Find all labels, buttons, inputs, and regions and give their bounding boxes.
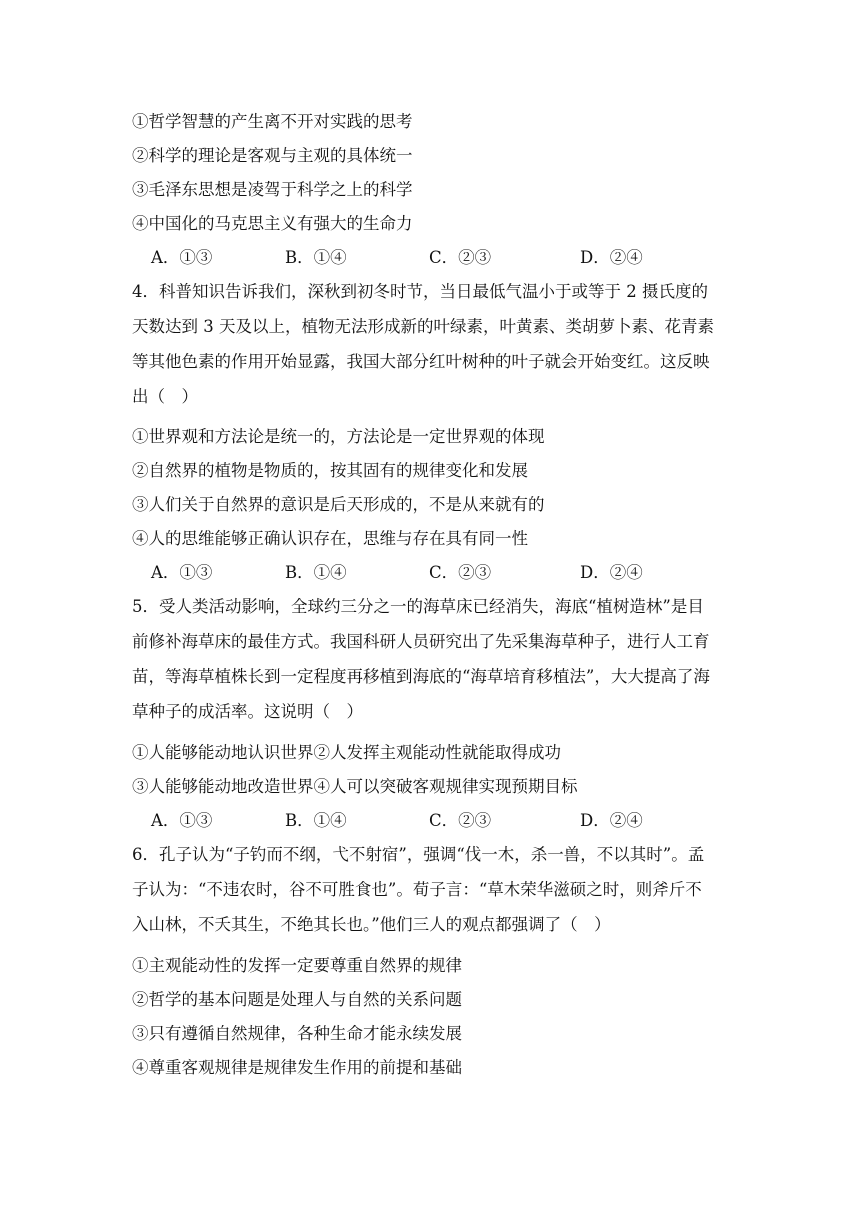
q5-option-d[interactable]: D．②④ [580, 811, 643, 830]
q6-stem-line-3: 入山林，不夭其生，不绝其长也。”他们三人的观点都强调了（ ） [132, 915, 611, 934]
q6-statement-1: ①主观能动性的发挥一定要尊重自然界的规律 [132, 956, 462, 975]
q5-option-c[interactable]: C．②③ [429, 811, 492, 830]
q3-statement-3: ③毛泽东思想是凌驾于科学之上的科学 [132, 180, 413, 199]
q3-statement-4: ④中国化的马克思主义有强大的生命力 [132, 214, 413, 233]
q5-option-a[interactable]: A．①③ [151, 811, 213, 830]
q6-statement-2: ②哲学的基本问题是处理人与自然的关系问题 [132, 990, 462, 1009]
q5-stem-line-2: 前修补海草床的最佳方式。我国科研人员研究出了先采集海草种子，进行人工育 [132, 632, 710, 651]
q4-statement-3: ③人们关于自然界的意识是后天形成的，不是从来就有的 [132, 495, 545, 514]
q4-option-b[interactable]: B．①④ [285, 563, 347, 582]
q5-option-b[interactable]: B．①④ [285, 811, 347, 830]
q4-stem-line-3: 等其他色素的作用开始显露，我国大部分红叶树种的叶子就会开始变红。这反映 [132, 352, 710, 371]
q4-option-c[interactable]: C．②③ [429, 563, 492, 582]
q5-stem-line-3: 苗，等海草植株长到一定程度再移植到海底的“海草培育移植法”，大大提高了海 [132, 667, 710, 686]
q6-stem-line-1: 6．孔子认为“子钓而不纲，弋不射宿”，强调“伐一木，杀一兽，不以其时”。孟 [132, 845, 705, 864]
q6-statement-4: ④尊重客观规律是规律发生作用的前提和基础 [132, 1058, 462, 1077]
q5-stem-line-1: 5．受人类活动影响，全球约三分之一的海草床已经消失，海底“植树造林”是目 [132, 597, 704, 616]
q4-statement-1: ①世界观和方法论是统一的，方法论是一定世界观的体现 [132, 427, 545, 446]
q4-option-d[interactable]: D．②④ [580, 563, 643, 582]
q5-statement-2: ③人能够能动地改造世界④人可以突破客观规律实现预期目标 [132, 777, 578, 796]
q3-option-a[interactable]: A．①③ [151, 248, 213, 267]
q4-stem-line-4: 出（ ） [132, 387, 198, 406]
q4-stem-line-2: 天数达到 3 天及以上，植物无法形成新的叶绿素，叶黄素、类胡萝卜素、花青素 [132, 317, 714, 336]
q4-statement-2: ②自然界的植物是物质的，按其固有的规律变化和发展 [132, 461, 528, 480]
q5-stem-line-4: 草种子的成活率。这说明（ ） [132, 702, 363, 721]
q3-option-c[interactable]: C．②③ [429, 248, 492, 267]
q5-statement-1: ①人能够能动地认识世界②人发挥主观能动性就能取得成功 [132, 743, 561, 762]
q3-option-d[interactable]: D．②④ [580, 248, 643, 267]
q3-statement-2: ②科学的理论是客观与主观的具体统一 [132, 146, 413, 165]
q4-stem-line-1: 4．科普知识告诉我们，深秋到初冬时节，当日最低气温小于或等于 2 摄氏度的 [132, 282, 708, 301]
q6-statement-3: ③只有遵循自然规律，各种生命才能永续发展 [132, 1024, 462, 1043]
q3-option-b[interactable]: B．①④ [285, 248, 347, 267]
q3-statement-1: ①哲学智慧的产生离不开对实践的思考 [132, 112, 413, 131]
q6-stem-line-2: 子认为：“不违农时，谷不可胜食也”。荀子言：“草木荣华滋硕之时，则斧斤不 [132, 880, 702, 899]
q4-statement-4: ④人的思维能够正确认识存在，思维与存在具有同一性 [132, 529, 528, 548]
q4-option-a[interactable]: A．①③ [151, 563, 213, 582]
